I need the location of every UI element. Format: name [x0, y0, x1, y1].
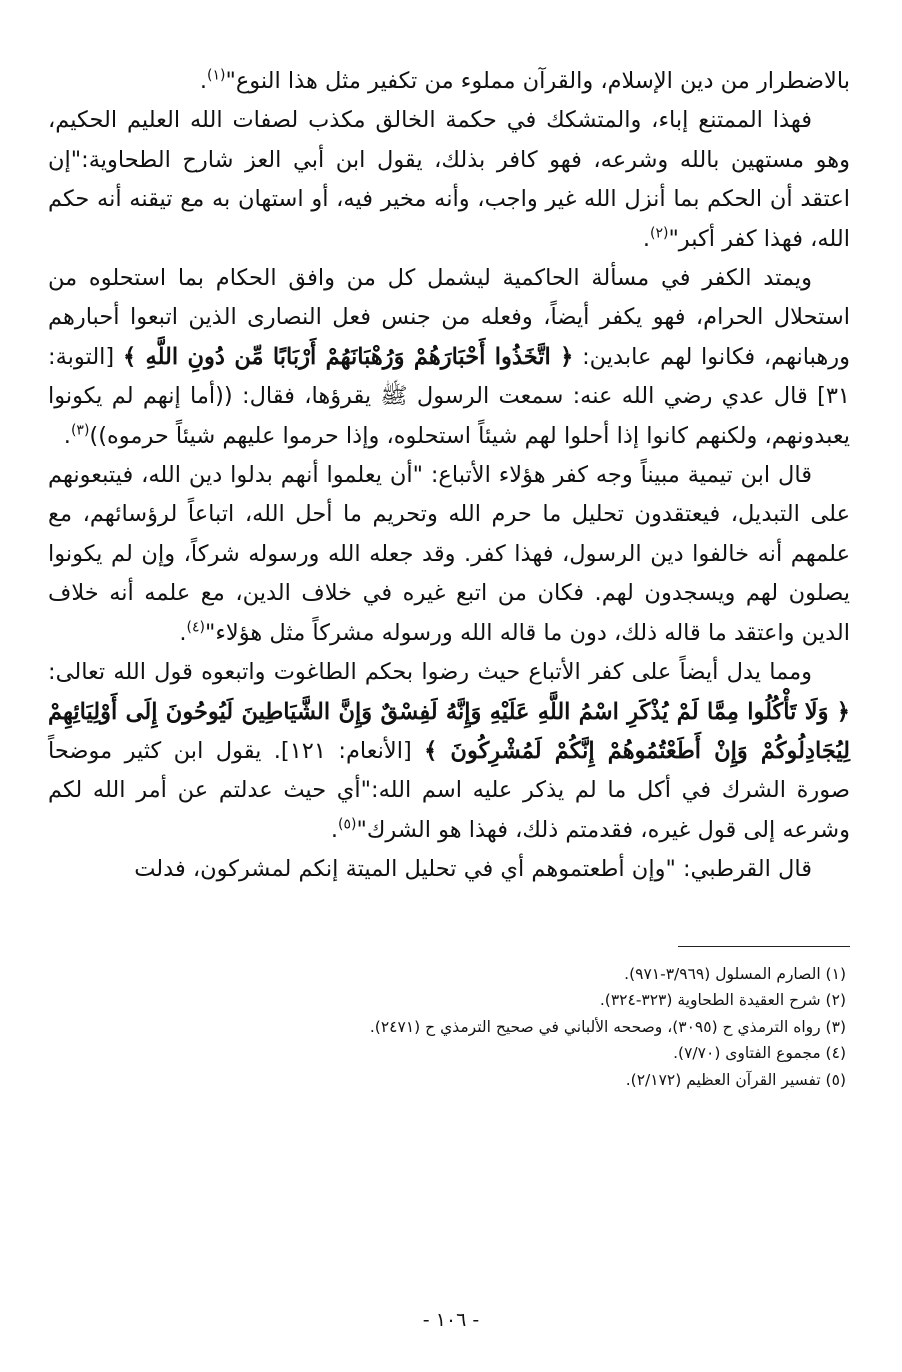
footnote-divider [678, 946, 850, 947]
footnotes [48, 961, 850, 1094]
footnote-ref-5: (٥) [338, 816, 357, 833]
paragraph-2 [48, 101, 850, 259]
paragraph-5-before: ومما يدل أيضاً على كفر الأتباع حيث رضوا بحكم الطاغوت واتبعوه قول الله تعالى: [48, 659, 812, 686]
paragraph-4 [48, 456, 850, 653]
paragraph-1-tail: . [199, 68, 207, 94]
paragraph-2-tail: . [642, 225, 650, 252]
footnote-ref-4: (٤) [186, 619, 205, 636]
paragraph-5-tail: . [330, 816, 339, 843]
footnote-ref-1: (١) [207, 67, 226, 84]
footnote-5: (٥) تفسير القرآن العظيم (٢/١٧٢). [625, 1070, 846, 1089]
footnote-ref-3: (٣) [70, 422, 90, 439]
paragraph-1-text: بالاضطرار من دين الإسلام، والقرآن مملوء من تكفير مثل هذا النوع" [225, 68, 850, 94]
footnote-1: (١) الصارم المسلول (٣/٩٦٩-٩٧١). [624, 964, 846, 983]
paragraph-4-text: قال ابن تيمية مبيناً وجه كفر هؤلاء الأتباع: "أن يعلموا أنهم بدلوا دين الله، فيتبعونهم على التبديل، فيعتقدون تحليل ما حرم الله وتحريم ما أحل الله، اتباعاً لرؤسائهم، مع علمهم أنه خالفوا دين الرسول، فهذا كفر. وقد جعله الله ورسوله شركاً، وإن لم يكونوا يصلون لهم ويسجدون لهم. فكان من اتبع غيره في خلاف الدين، مع علمه أنه خلاف الدين واعتقد ما قاله ذلك، دون ما قاله الله ورسوله مشركاً مثل هؤلاء" [48, 462, 850, 646]
paragraph-6 [48, 850, 850, 889]
quran-verse-1: ﴿ اتَّخَذُوا أَحْبَارَهُمْ وَرُهْبَانَهُمْ أَرْبَابًا مِّن دُونِ اللَّهِ ﴾ [122, 343, 574, 370]
paragraph-2-text: فهذا الممتنع إباء، والمتشكك في حكمة الخالق مكذب لصفات الله العليم الحكيم، وهو مستهين بالله وشرعه، فهو كافر بذلك، يقول ابن أبي العز شارح الطحاوية:"إن اعتقد أن الحكم بما أنزل الله غير واجب، وأنه مخير فيه، أو استهان به مع تيقنه أنه حكم الله، فهذا كفر أكبر" [48, 107, 850, 252]
footnote-4: (٤) مجموع الفتاوى (٧/٧٠). [673, 1044, 846, 1063]
page-number: - ١٠٦ - [422, 1309, 480, 1331]
paragraph-3-tail: . [63, 422, 71, 449]
paragraph-6-text: قال القرطبي: "وإن أطعتموهم أي في تحليل الميتة إنكم لمشركون، فدلت [134, 856, 812, 883]
paragraph-3-before: ويمتد الكفر في مسألة الحاكمية ليشمل كل من وافق الحكام بما استحلوه من استحلال الحرام، فهو يكفر أيضاً، وفعله من جنس فعل النصارى الذين اتبعوا أحبارهم ورهبانهم، فكانوا لهم عابدين: [48, 265, 851, 370]
footnote-ref-2: (٢) [649, 225, 669, 242]
verse-reference-2: [الأنعام: ١٢١]. [273, 737, 412, 764]
verse-reference-1: [التوبة: ٣١] [48, 343, 851, 410]
footnote-2: (٢) شرح العقيدة الطحاوية (٣٢٣-٣٢٤). [599, 991, 846, 1010]
paragraph-4-tail: . [179, 619, 187, 646]
paragraph-5 [48, 653, 850, 850]
paragraph-5-after: يقول ابن كثير موضحاً صورة الشرك في أكل ما لم يذكر عليه اسم الله:"أي حيث عدلتم عن أمر الله لكم وشرعه إلى قول غيره، فقدمتم ذلك، فهذا هو الشرك" [48, 737, 850, 843]
footnote-3: (٣) رواه الترمذي ح (٣٠٩٥)، وصححه الألباني في صحيح الترمذي ح (٢٤٧١). [369, 1017, 846, 1036]
quran-verse-2: ﴿ وَلَا تَأْكُلُوا مِمَّا لَمْ يُذْكَرِ اسْمُ اللَّهِ عَلَيْهِ وَإِنَّهُ لَفِسْقٌ وَإِنَّ الشَّيَاطِينَ لَيُوحُونَ إِلَى أَوْلِيَائِهِمْ لِيُجَادِلُوكُمْ وَإِنْ أَطَعْتُمُوهُمْ إِنَّكُمْ لَمُشْرِكُونَ ﴾ [48, 698, 851, 764]
paragraph-3 [48, 259, 850, 456]
body-text [48, 62, 850, 890]
paragraph-1 [48, 62, 850, 101]
paragraph-3-after: قال عدي رضي الله عنه: سمعت الرسول ﷺ يقرؤها، فقال: ((أما إنهم لم يكونوا يعبدونهم، ولكنهم كانوا إذا أحلوا لهم شيئاً استحلوه، وإذا حرموا عليهم شيئاً حرموه)) [48, 383, 850, 449]
